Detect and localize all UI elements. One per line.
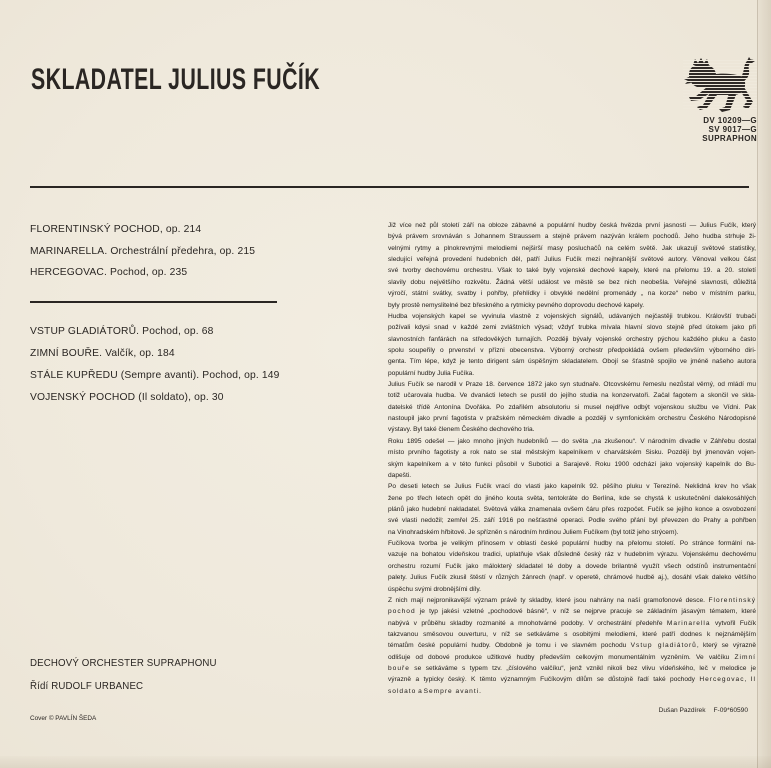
notes-line — [388, 277, 756, 288]
notes-line — [388, 231, 756, 242]
notes-paragraph — [388, 538, 756, 595]
notes-text: své tvorby dechovému orchestru. Však to také byly vojenské dechové kapely, které na přelomu 19. a 20. století — [388, 267, 756, 275]
liner-notes — [388, 220, 756, 697]
track-title: FLORENTINSKÝ POCHOD, op. 214 — [30, 224, 202, 235]
print-code: F-09*60590 — [713, 707, 748, 714]
notes-text: genta. Tím lépe, když je tento dirigent sám úspěšným skladatelem. Obojí se šťastně spojilo ve jméně našeho autora — [388, 358, 756, 366]
notes-text: Po deseti letech se Julius Fučík vrací do vlasti jako kapelník 92. pěšího pluku v Terezíně. Neklidná krev ho však — [388, 483, 756, 491]
notes-text: , — [744, 676, 751, 684]
notes-line — [388, 481, 756, 492]
notes-text: se setkáváme s typem tzv. „číslového valčíku“, jenž vznikl nikoli bez vlivu vídeňského, leč v melodice je — [409, 665, 756, 673]
notes-text: populární hudby Julia Fučíka. — [388, 369, 475, 377]
notes-line — [388, 424, 756, 435]
notes-paragraph — [388, 379, 756, 436]
notes-line — [388, 368, 756, 379]
notes-line — [388, 356, 756, 367]
notes-text: výrazně a typicky český. K těmto významným Fučíkovým dílům se důstojně řadí také pochody — [388, 676, 700, 684]
conductor-name: Řídí RUDOLF URBANEC — [30, 680, 144, 692]
notes-paragraph — [388, 436, 756, 481]
notes-line — [388, 322, 756, 333]
notes-line — [388, 436, 756, 447]
track-list-group-1 — [30, 219, 255, 284]
notes-line — [388, 595, 756, 606]
notes-text: velnými rytmy a plnokrevnými melodiemi nejširší masy posluchačů na celém světě. Jak ukazují světové statistiky, — [388, 244, 756, 252]
notes-line — [388, 311, 756, 322]
notes-text: Z nich mají nejpronikavější význam právě ty skladby, které jsou nahrány na naší gramofonové desce. — [388, 596, 709, 604]
notes-text: místo prvního fagotisty a rok nato se stal městským kapelníkem v charvátském Sisku. Později byl jmenován vojen- — [388, 449, 756, 457]
notes-text: žene po třech letech opět do jiného kouta světa, tentokráte do Berlína, kde se chystá k uskutečnění dalekosáhlých — [388, 494, 756, 502]
orchestra-name: DECHOVÝ ORCHESTER SUPRAPHONU — [30, 657, 217, 669]
notes-line — [388, 459, 756, 470]
notes-title-mention: bouře — [388, 665, 410, 673]
notes-title-mention: Vstup gladiátorů — [630, 642, 697, 650]
performers-block — [30, 652, 217, 698]
notes-line — [388, 504, 756, 515]
cover-credit: Cover © PAVLÍN ŠEDA — [30, 715, 97, 722]
notes-line — [388, 379, 756, 390]
notes-line — [388, 447, 756, 458]
notes-text: , který se výrazně — [696, 642, 757, 650]
notes-line — [388, 334, 756, 345]
notes-line — [388, 402, 756, 413]
notes-line — [388, 674, 756, 685]
notes-text: úspěchu svými drobnějšími díly. — [388, 585, 481, 593]
notes-paragraph — [388, 481, 756, 538]
catalog-number-mono: DV 10209—G — [703, 116, 757, 125]
notes-line — [388, 618, 756, 629]
notes-line — [388, 663, 756, 674]
notes-paragraph — [388, 595, 756, 697]
track-title: STÁLE KUPŘEDU (Sempre avanti). Pochod, op. 149 — [30, 370, 280, 381]
notes-text: vytvořil Fučík — [710, 619, 756, 627]
notes-title-mention: Il — [750, 676, 757, 684]
notes-text: Fučíkova tvorba je velikým přínosem v oblasti české populární hudby na přelomu století. Po stránce formální na- — [388, 540, 756, 548]
notes-line — [388, 515, 756, 526]
notes-title-mention: Zimní — [734, 653, 756, 661]
track-list-group-2 — [30, 321, 280, 409]
notes-title-mention: Hercegovac — [699, 676, 745, 684]
notes-line — [388, 470, 756, 481]
notes-title-mention: Florentinský — [708, 596, 756, 604]
notes-line — [388, 288, 756, 299]
notes-text: palety. Julius Fučík zkusil štěstí v různých žánrech (např. v operetě, chrámové hudbě aj.), dosáhl však daleko většího — [388, 574, 756, 582]
notes-line — [388, 527, 756, 538]
notes-paragraph — [388, 220, 756, 311]
sleeve-edge-right — [757, 0, 771, 768]
notes-line — [388, 345, 756, 356]
notes-title-mention: soldato — [388, 687, 417, 695]
notes-line — [388, 686, 756, 697]
track-list-divider — [30, 301, 277, 303]
notes-text: Již více než půl století září na obloze zábavné a populární hudby česká hvězda první jasnosti — Julius Fučík, který — [388, 222, 756, 229]
notes-text: nabývá v průběhu skladby rozmanité a mnohotvárné podoby. V orchestrální předehře — [388, 619, 667, 627]
notes-line — [388, 220, 756, 231]
notes-text: datelské třídě Antonína Dvořáka. Po zdařilém absolutoriu si musel nejdříve odbýt vojenskou službu ve Vídni. Pak — [388, 403, 756, 411]
notes-author: Dušan Pazdírek — [658, 707, 706, 714]
notes-line — [388, 572, 756, 583]
catalog-number-stereo: SV 9017—G — [708, 125, 757, 134]
catalog-block — [702, 116, 757, 143]
album-title: SKLADATEL JULIUS FUČÍK — [31, 63, 321, 96]
record-label: SUPRAPHON — [702, 134, 757, 143]
notes-text: Julius Fučík se narodil v Praze 18. července 1872 jako syn studnaře. Otcovskému řemeslu nezůstal věrný, od mládí mu — [388, 381, 756, 389]
notes-text: sledující veřejná provedení hudebních děl, patří Julius Fučík mezi nejhranější světové autory. Věnoval velkou část — [388, 256, 756, 264]
notes-text: na Vinohradském hřbitově. Je spřízněn s národním hrdinou Juliem Fučíkem (byl totiž jeho strýcem). — [388, 528, 679, 536]
sleeve-edge-bottom — [0, 756, 771, 768]
notes-line — [388, 265, 756, 276]
track-title: HERCEGOVAC. Pochod, op. 235 — [30, 267, 188, 279]
notes-text: ským kapelníkem a v této funkci působil v Subotici a Sarajevě. Roku 1900 odchází jako vojenský kapelník do Bu- — [388, 460, 756, 468]
notes-text: odlišuje od dobové produkce užitkové hudby především celkovým monumentálním vyzněním. Ve valčíku — [388, 653, 735, 661]
notes-line — [388, 652, 756, 663]
notes-text: a — [416, 687, 424, 695]
notes-signoff — [659, 706, 748, 716]
notes-text: totiž učarovala hudba. Ve dvanácti letech se pustil do jejího studia na konzervatoři. Začal fagotem a skončil ve skla- — [388, 392, 756, 400]
notes-text: výročí, státní svátky, svatby i pohřby, přehlídky i obvyklé nedělní promenády „ na korze“ nebo v místním parku, — [388, 290, 756, 298]
notes-line — [388, 243, 756, 254]
header-rule — [30, 186, 749, 188]
notes-line — [388, 629, 756, 640]
notes-line — [388, 640, 756, 651]
track-title: VSTUP GLADIÁTORŮ. Pochod, op. 68 — [30, 326, 214, 337]
notes-line — [388, 390, 756, 401]
notes-text: své vlasti nedožil; zemřel 25. září 1916 po nešťastné operaci. Podle svého přání byl převezen do Prahy a pohřben — [388, 517, 756, 525]
notes-line — [388, 561, 756, 572]
notes-line — [388, 606, 756, 617]
notes-text: tématům české populární hudby. Obdobně je tomu i ve slavném pochodu — [388, 642, 631, 650]
notes-paragraph — [388, 311, 756, 379]
notes-text: nastoupil jako první fagotista v pražském německém divadle a později v symfonickém orchestru Českého Národopisné — [388, 415, 756, 423]
notes-text: Hudba vojenských kapel se vyvinula vlastně z vojenských signálů, udávaných nejčastěji trubkou. Královští trubači — [388, 312, 756, 320]
notes-text: je typ jakési vzletné „pochodové básně“, v níž se nejprve pracuje se základním jásavým tématem, které — [415, 608, 756, 616]
notes-text: . — [479, 687, 481, 695]
notes-line — [388, 584, 756, 595]
notes-text: dapešti. — [388, 471, 412, 479]
notes-line — [388, 538, 756, 549]
notes-text: slavily dobu největšího rozkvětu. Žádná větší událost ve městě se bez nich neobešla. Veřejné slavnosti, důležitá — [388, 278, 756, 286]
track-title: ZIMNÍ BOUŘE. Valčík, op. 184 — [30, 348, 175, 359]
track-title: MARINARELLA. Orchestrální předehra, op. 215 — [30, 245, 256, 257]
notes-text: požívali kdysi snad v každé zemi zvláštních výsad; vždyť trubka mívala hlavní slovo stejně před útokem jako při — [388, 324, 756, 332]
notes-text: výstavy. Byl také členem Českého dechového tria. — [388, 426, 535, 434]
notes-title-mention: Marinarella — [666, 619, 711, 627]
track-title: VOJENSKÝ POCHOD (Il soldato), op. 30 — [30, 392, 224, 403]
notes-text: vazuje na bohatou vídeňskou tradici, uplatňuje však důsledně český ráz v hudebním výrazu. Vojenskému dechovému — [388, 551, 756, 559]
notes-title-mention: pochod — [388, 608, 416, 616]
supraphon-lion-icon — [683, 57, 757, 113]
notes-line — [388, 549, 756, 560]
notes-line — [388, 413, 756, 424]
notes-text: slavnostních fanfárách na středověkých turnajích. Později bývaly vojenské orchestry pýchou každého pluku a často — [388, 335, 756, 343]
notes-text: takzvanou směsovou ouverturu, v níž se setkáváme s osobitými melodiemi, které patří dodnes k nejznámějším — [388, 630, 756, 638]
notes-text: Roku 1895 odešel — jako mnoho jiných hudebníků — do světa „na zkušenou“. V národním divadle v Záhřebu dostal — [388, 437, 756, 445]
notes-text: orchestru rozumí Fučík jako málokterý skladatel té doby a dovede brilantně využít všech odstínů instrumentační — [388, 562, 756, 570]
notes-text: spolu soupeřily o prvenství v přízni obecenstva. Výborný orchestr předpokládá ovšem především výborného diri- — [388, 346, 756, 354]
notes-text: byly prostě nemyslitelné bez břeskného a rytmicky pevného doprovodu dechové kapely. — [388, 301, 645, 309]
notes-line — [388, 493, 756, 504]
notes-text: plánů jako hudební nakladatel. Světová válka znamenala ovšem čáru přes rozpočet. Fučík se jejího konce a osvobození — [388, 505, 756, 513]
notes-line — [388, 300, 756, 311]
notes-text: bývá právem srovnáván s Johannem Straussem a stejně právem nazýván králem pochodů. Jeho hudba strhuje ži- — [388, 233, 756, 241]
notes-title-mention: Sempre avanti — [423, 687, 480, 695]
notes-line — [388, 254, 756, 265]
